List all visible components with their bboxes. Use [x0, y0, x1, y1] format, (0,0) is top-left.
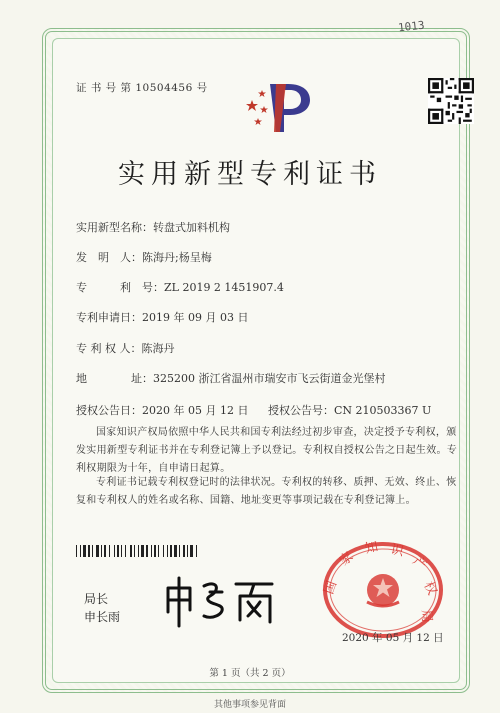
application-date-row [76, 309, 248, 325]
footer-note: 其他事项参见背面 [213, 700, 286, 710]
field-value: 陈海丹 [141, 342, 175, 355]
certificate-number: 证 书 号 第 10504456 号 [76, 82, 208, 94]
field-label: 专 利 号： [76, 281, 164, 294]
svg-text:知: 知 [363, 540, 380, 557]
field-value: CN 210503367 U [334, 404, 432, 417]
grant-paragraph: 国家知识产权局依照中华人民共和国专利法经过初步审查，决定授予专利权，颁发实用新型专利证书并在专利登记簿上予以登记。专利权自授权公告之日起生效。专利权期限为十年，自申请日起算。 [76, 427, 458, 474]
field-label: 专利申请日： [76, 311, 142, 324]
field-label: 地 址： [76, 372, 153, 385]
signature-icon [160, 570, 290, 630]
page-number: 第 1 页（共 2 页） [209, 668, 291, 679]
address-row [76, 370, 386, 386]
field-label: 发 明 人： [76, 251, 142, 264]
utility-model-name-row [76, 219, 230, 235]
field-value: 转盘式加料机构 [153, 221, 230, 234]
field-value: 陈海丹;杨呈梅 [142, 251, 212, 264]
field-value: ZL 2019 2 1451907.4 [164, 281, 284, 294]
patent-number-row [76, 279, 284, 295]
director-title: 局长 [84, 592, 109, 606]
svg-text:识: 识 [389, 542, 406, 560]
field-value: 2020 年 05 月 12 日 [142, 404, 249, 417]
field-label: 实用新型名称： [76, 221, 153, 234]
issue-date: 2020 年 05 月 12 日 [342, 632, 444, 644]
field-label: 授权公告号： [268, 404, 334, 417]
field-label: 专 利 权 人： [76, 342, 142, 355]
legal-status-paragraph: 专利证书记载专利权登记时的法律状况。专利权的转移、质押、无效、终止、恢复和专利权人的姓名或名称、国籍、地址变更等事项记载在专利登记簿上。 [76, 477, 457, 506]
field-label: 授权公告日： [76, 404, 142, 417]
field-value: 325200 浙江省温州市瑞安市飞云街道金光堡村 [153, 372, 386, 385]
field-value: 2019 年 09 月 03 日 [142, 311, 249, 324]
inventor-row [76, 249, 212, 265]
director-name: 申长雨 [84, 610, 121, 624]
announcement-number-row [268, 402, 431, 418]
patentee-row [76, 340, 175, 356]
barcode-icon [76, 545, 272, 557]
svg-text:产: 产 [409, 553, 430, 574]
official-seal-icon [318, 540, 448, 640]
announcement-date-row [76, 402, 248, 418]
svg-text:权: 权 [420, 579, 440, 598]
page-title: 实用新型专利证书 [118, 159, 382, 190]
svg-text:家: 家 [336, 549, 357, 570]
svg-text:局: 局 [418, 609, 435, 624]
svg-text:国: 国 [321, 579, 341, 597]
handwritten-number: 1013 [397, 18, 426, 35]
qr-code-icon [428, 78, 474, 124]
cnipa-logo-icon [240, 76, 324, 136]
